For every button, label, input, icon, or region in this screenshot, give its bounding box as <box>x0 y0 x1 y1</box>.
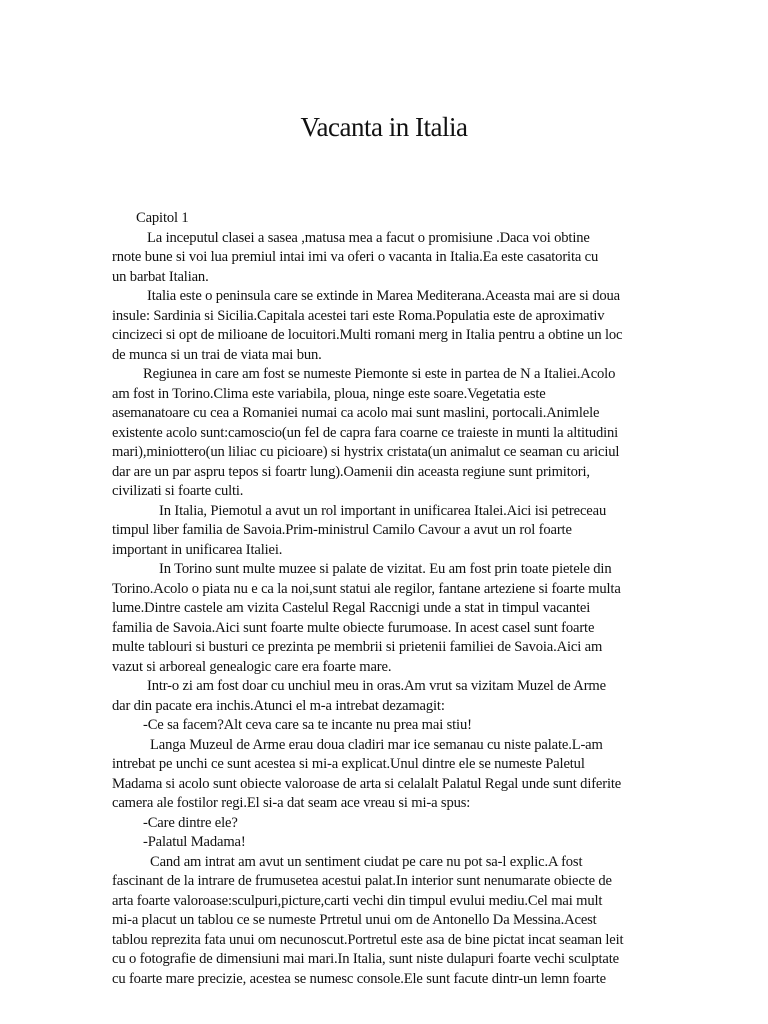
text-line: existente acolo sunt:camoscio(un fel de capra fara coarne ce traieste in munti la altitudini <box>112 424 619 441</box>
text-line: Langa Muzeul de Arme erau doua cladiri mar ice semanau cu niste palate.L-am <box>150 736 603 753</box>
text-line: La inceputul clasei a sasea ,matusa mea a facut o promisiune .Daca voi obtine <box>147 229 590 246</box>
text-line: civilizati si foarte culti. <box>112 483 244 499</box>
text-line: Italia este o peninsula care se extinde in Marea Mediterana.Aceasta mai are si doua <box>147 288 620 304</box>
text-line: cu o fotografie de dimensiuni mai mari.In Italia, sunt niste dulapuri foarte vechi sculptate <box>112 951 619 967</box>
text-line: Madama si acolo sunt obiecte valoroase de arta si celalalt Palatul Regal unde sunt diferite <box>112 775 622 792</box>
text-line: cincizeci si opt de milioane de locuitori.Multi romani merg in Italia pentru a obtine un loc <box>112 327 623 343</box>
text-line: Cand am intrat am avut un sentiment ciudat pe care nu pot sa-l explic.A fost <box>150 853 583 870</box>
text-line: dar din pacate era inchis.Atunci el m-a intrebat dezamagit: <box>112 697 445 714</box>
text-line: -Care dintre ele? <box>143 814 238 831</box>
text-line: un barbat Italian. <box>112 268 209 285</box>
text-line: Torino.Acolo o piata nu e ca la noi,sunt statui ale regilor, fantane arteziene si foarte multa <box>112 580 621 597</box>
text-line: In Torino sunt multe muzee si palate de vizitat. Eu am fost prin toate pietele din <box>159 561 612 577</box>
text-line: dar are un par aspru tepos si foartr lung).Oamenii din aceasta regiune sunt primitori, <box>112 463 590 480</box>
text-line: de munca si un trai de viata mai bun. <box>112 346 322 363</box>
text-line: Intr-o zi am fost doar cu unchiul meu in oras.Am vrut sa vizitam Muzel de Arme <box>147 678 606 694</box>
text-line: intrebat pe unchi ce sunt acestea si mi-a explicat.Unul dintre ele se numeste Paletul <box>112 756 585 772</box>
text-line: am fost in Torino.Clima este variabila, ploua, ninge este soare.Vegetatia este <box>112 385 546 402</box>
text-line: -Ce sa facem?Alt ceva care sa te incante nu prea mai stiu! <box>143 717 472 733</box>
text-line: timpul liber familia de Savoia.Prim-ministrul Camilo Cavour a avut un rol foarte <box>112 522 572 538</box>
text-line: fascinant de la intrare de frumusetea acestui palat.In interior sunt nenumarate obiecte de <box>112 873 612 889</box>
text-line: tablou reprezita fata unui om necunoscut.Portretul este asa de bine pictat incat seaman leit <box>112 931 624 948</box>
text-line: lume.Dintre castele am vizita Castelul Regal Raccnigi unde a stat in timpul vacantei <box>112 600 591 616</box>
text-line: familia de Savoia.Aici sunt foarte multe obiecte furumoase. In acest casel sunt foarte <box>112 619 595 636</box>
text-line: In Italia, Piemotul a avut un rol important in unificarea Italei.Aici isi petreceau <box>159 502 607 519</box>
text-line: insule: Sardinia si Sicilia.Capitala acestei tari este Roma.Populatia este de aproximativ <box>112 307 605 324</box>
text-line: camera ale fostilor regi.El si-a dat seam ace vreau si mi-a spus: <box>112 795 471 811</box>
text-line: vazut si arboreal genealogic care era foarte mare. <box>112 658 392 675</box>
text-line: rnote bune si voi lua premiul intai imi va oferi o vacanta in Italia.Ea este casatorita cu <box>112 249 599 265</box>
document-title: Vacanta in Italia <box>300 112 468 142</box>
text-line: -Palatul Madama! <box>143 834 246 850</box>
text-line: cu foarte mare precizie, acestea se numesc console.Ele sunt facute dintr-un lemn foarte <box>112 970 606 987</box>
text-line: mi-a placut un tablou ce se numeste Prtretul unui om de Antonello Da Messina.Acest <box>112 912 597 928</box>
text-line: Capitol 1 <box>136 210 189 226</box>
document-body <box>112 209 632 989</box>
text-line: Regiunea in care am fost se numeste Piemonte si este in partea de N a Italiei.Acolo <box>143 366 616 382</box>
text-line: multe tablouri si busturi ce prezinta pe membrii si prietenii familiei de Savoia.Aici am <box>112 639 603 655</box>
text-line: asemanatoare cu cea a Romaniei numai ca acolo mai sunt maslini, portocali.Animlele <box>112 405 600 421</box>
text-line: mari),miniottero(un liliac cu picioare) si hystrix cristata(un animalut ce seaman cu ariciul <box>112 444 620 460</box>
text-line: arta foarte valoroase:sculpuri,picture,carti vechi din timpul evului mediu.Cel mai mult <box>112 892 603 909</box>
text-line: important in unificarea Italiei. <box>112 541 283 558</box>
